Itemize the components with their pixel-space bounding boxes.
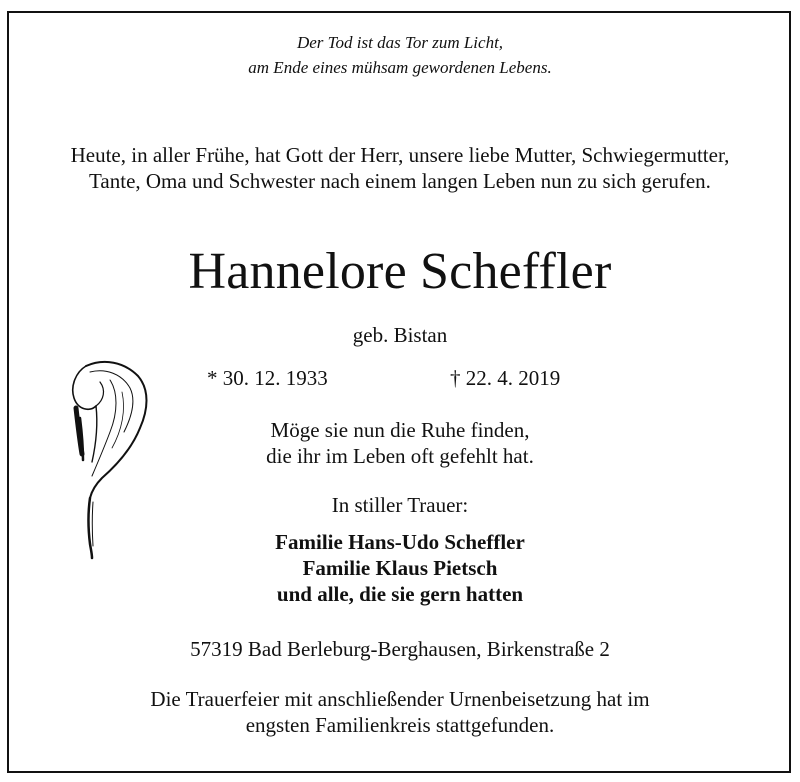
- mourner-family-1: Familie Hans-Udo Scheffler: [275, 530, 525, 554]
- mourner-family-2: Familie Klaus Pietsch: [302, 556, 498, 580]
- verse-line-1: Möge sie nun die Ruhe finden,: [270, 418, 530, 442]
- funeral-line-1: Die Trauerfeier mit anschließender Urnenbeisetzung hat im: [150, 687, 650, 711]
- motto-line-1: Der Tod ist das Tor zum Licht,: [296, 33, 504, 52]
- address: 57319 Bad Berleburg-Berghausen, Birkenstraße 2: [190, 637, 610, 661]
- deceased-name: Hannelore Scheffler: [188, 243, 612, 300]
- death-date: † 22. 4. 2019: [450, 366, 561, 390]
- mourners-heading: In stiller Trauer:: [331, 493, 469, 517]
- verse-line-2: die ihr im Leben oft gefehlt hat.: [266, 444, 534, 468]
- intro-line-2: Tante, Oma und Schwester nach einem langen Leben nun zu sich gerufen.: [89, 169, 711, 193]
- motto-line-2: am Ende eines mühsam gewordenen Lebens.: [248, 58, 552, 77]
- intro-line-1: Heute, in aller Frühe, hat Gott der Herr, unsere liebe Mutter, Schwiegermutter,: [70, 143, 730, 167]
- maiden-name: geb. Bistan: [352, 323, 448, 347]
- funeral-line-2: engsten Familienkreis stattgefunden.: [245, 713, 555, 737]
- mourner-others: und alle, die sie gern hatten: [276, 582, 524, 606]
- birth-date: * 30. 12. 1933: [207, 366, 328, 390]
